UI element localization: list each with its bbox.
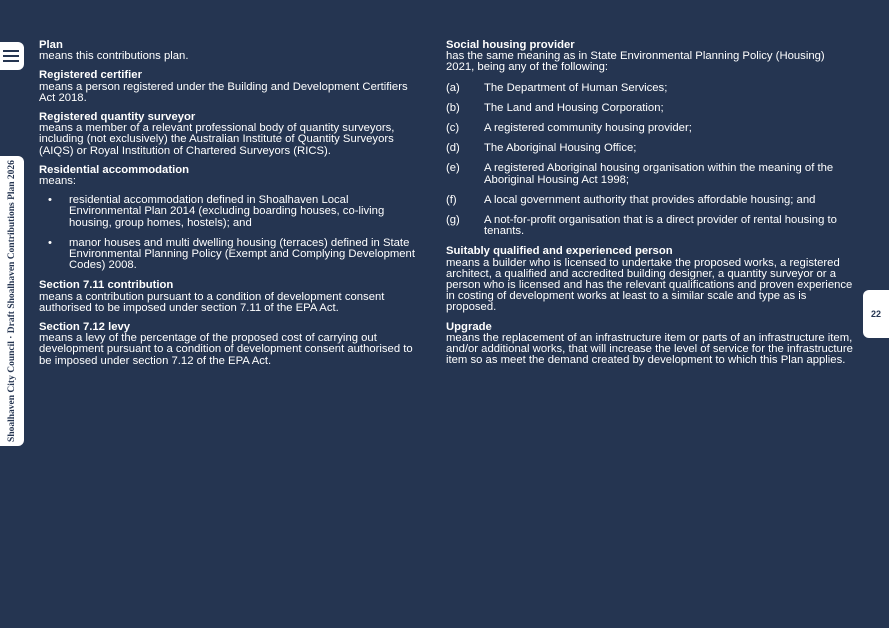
item-label: (g) <box>446 214 460 227</box>
term-definition: means the replacement of an infrastructure item or parts of an infrastructure item, and/or additional works, that will increase the level of service for the infrastructure item so as meet the demand created by development to which this Plan applies. <box>446 331 853 367</box>
item-text: The Land and Housing Corporation; <box>484 101 664 114</box>
term-definition: means a levy of the percentage of the proposed cost of carrying out development pursuant to a condition of development consent authorised to be imposed under section 7.12 of the EPA Act. <box>39 332 413 367</box>
term-title: Section 7.12 levy <box>39 321 131 334</box>
term-title: Social housing provider <box>446 39 575 51</box>
list-menu-icon[interactable] <box>0 42 24 70</box>
term-registered-certifier <box>39 70 417 104</box>
term-title: Registered quantity surveyor <box>39 111 196 124</box>
list-item <box>446 103 856 114</box>
item-text: The Department of Human Services; <box>484 81 668 94</box>
provider-list <box>446 83 856 238</box>
term-title: Residential accommodation <box>39 163 190 176</box>
item-label: (d) <box>446 142 460 155</box>
bullet-text: manor houses and multi dwelling housing (terraces) defined in State Environmental Planning Policy (Exempt and Complying Development Codes) 2008. <box>69 236 415 272</box>
list-item <box>446 195 856 206</box>
page-number: 22 <box>863 290 889 338</box>
item-label: (b) <box>446 101 460 114</box>
term-section-711 <box>39 280 417 314</box>
list-item <box>39 238 417 272</box>
list-item <box>446 215 856 237</box>
term-definition: means: <box>39 175 77 188</box>
term-upgrade <box>446 322 856 367</box>
list-item <box>446 143 856 154</box>
term-definition: means a member of a relevant professional body of quantity surveyors, including (not exclusively) the Australian Institute of Quantity Surveyors (AIQS) or Royal Institution of Chartered Surveyors (RICS). <box>39 122 395 157</box>
term-title: Section 7.11 contribution <box>39 279 174 292</box>
term-definition: has the same meaning as in State Environmental Planning Policy (Housing) 2021, being any of the following: <box>446 50 825 74</box>
list-item <box>39 195 417 229</box>
term-definition: means a person registered under the Building and Development Certifiers Act 2018. <box>39 80 408 104</box>
list-item <box>446 83 856 94</box>
menu-line <box>5 55 19 57</box>
residential-bullet-list <box>39 195 417 271</box>
term-definition: means a contribution pursuant to a condition of development consent authorised to be imposed under section 7.11 of the EPA Act. <box>39 290 385 314</box>
item-label: (c) <box>446 122 460 135</box>
term-social-housing-provider <box>446 40 856 237</box>
term-title: Upgrade <box>446 320 492 333</box>
term-title: Plan <box>39 39 63 51</box>
term-residential-accommodation <box>39 165 417 272</box>
term-suitably-qualified-person <box>446 246 856 313</box>
term-definition: means a builder who is licensed to undertake the proposed works, a registered architect, a qualified and accredited building designer, a quantity surveyor or a person who is licensed and has the relevant qualifications and proven experience in costing of development works at least to a similar scale and type as is proposed. <box>446 256 853 314</box>
term-plan <box>39 40 417 62</box>
item-text: The Aboriginal Housing Office; <box>484 142 637 155</box>
term-title: Registered certifier <box>39 69 142 82</box>
item-text: A registered Aboriginal housing organisation within the meaning of the Aboriginal Housing Act 1998; <box>484 162 834 186</box>
left-column <box>39 40 417 375</box>
item-text: A local government authority that provides affordable housing; and <box>484 193 816 206</box>
term-definition: means this contributions plan. <box>39 50 189 63</box>
menu-line <box>5 50 19 52</box>
bullet-text: residential accommodation defined in Shoalhaven Local Environmental Plan 2014 (excluding boarding houses, co-living housing, group homes, hostels); and <box>69 194 385 229</box>
right-column <box>446 40 856 374</box>
term-title: Suitably qualified and experienced person <box>446 245 673 258</box>
document-title-vertical: Shoalhaven City Council · Draft Shoalhaven Contributions Plan 2026 <box>7 160 17 442</box>
document-title-tab <box>0 156 24 446</box>
menu-line <box>5 60 19 62</box>
list-item <box>446 163 856 185</box>
bullet-mark: • <box>48 194 52 207</box>
item-label: (f) <box>446 193 457 206</box>
list-item <box>446 123 856 134</box>
item-label: (a) <box>446 81 460 94</box>
term-section-712 <box>39 322 417 367</box>
item-text: A not-for-profit organisation that is a direct provider of rental housing to tenants. <box>484 214 837 238</box>
bullet-mark: • <box>48 236 52 249</box>
term-registered-quantity-surveyor <box>39 112 417 157</box>
item-label: (e) <box>446 162 460 175</box>
item-text: A registered community housing provider; <box>484 122 692 135</box>
